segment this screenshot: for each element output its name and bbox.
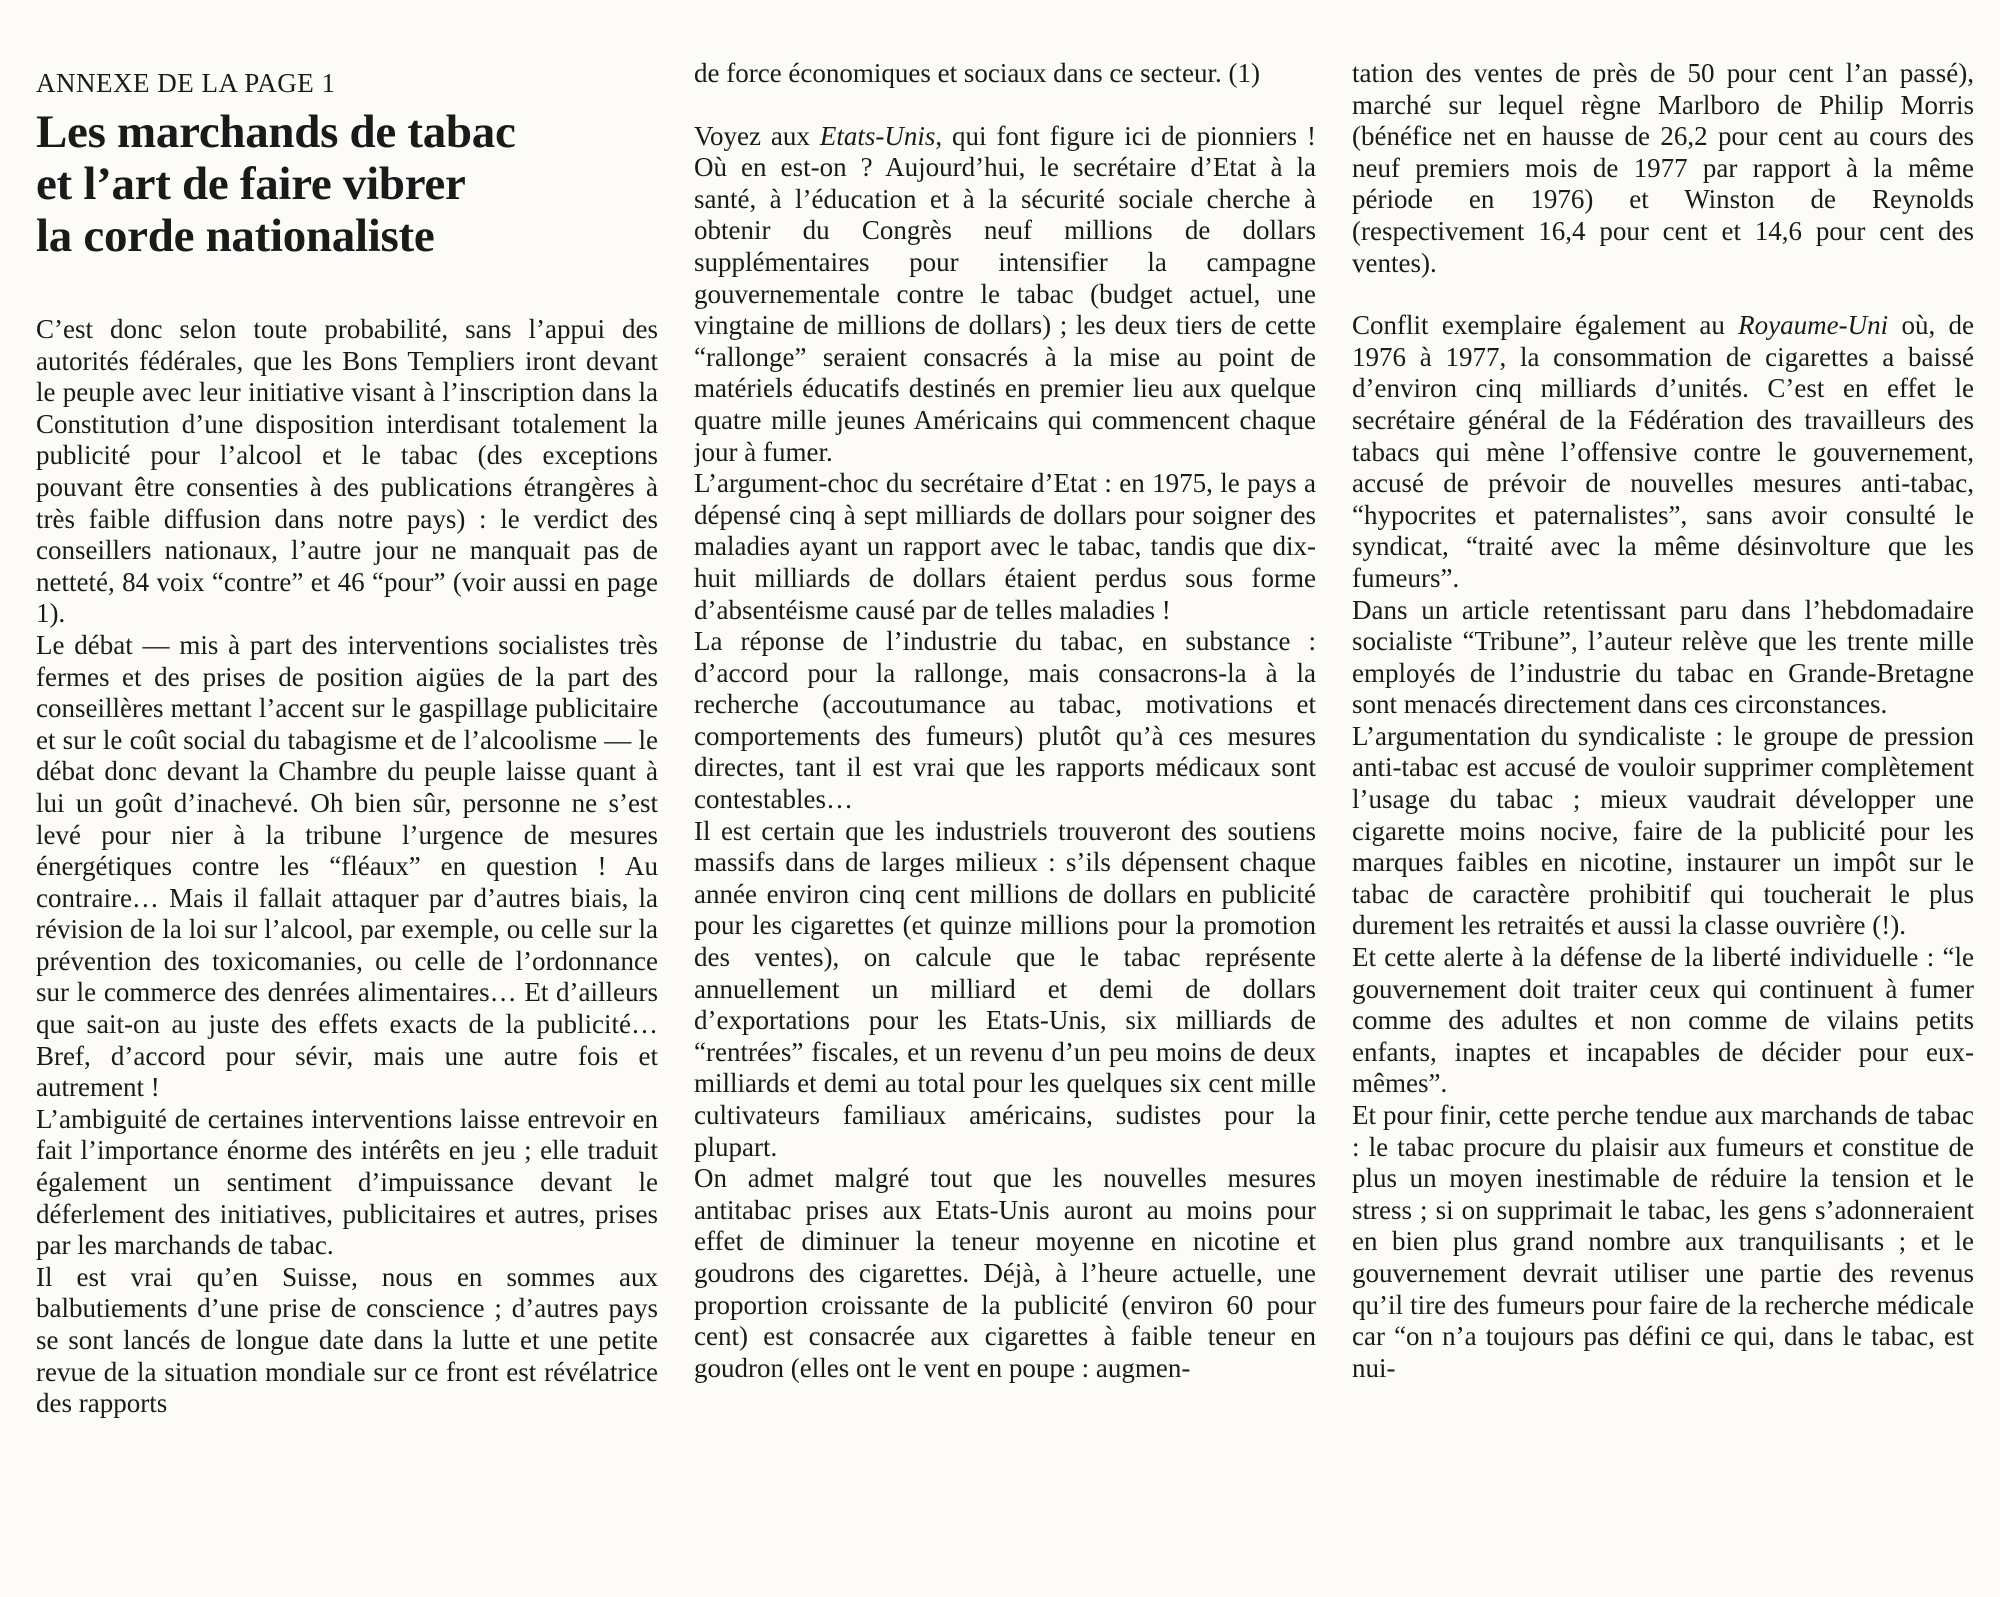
paragraph: L’argumentation du syndicaliste : le groupe de pression anti-tabac est accusé de vouloir supprimer complètement l’usage du tabac ; mieux vaudrait développer une cigarette moins nocive, faire de la publicité pour les marques faibles en nicotine, instaurer un impôt sur le tabac de caractère prohibitif qui toucherait le plus durement les retraités et aussi la classe ouvrière (!). <box>1352 720 1974 941</box>
column-3 <box>1352 58 1974 1597</box>
paragraph: C’est donc selon toute probabilité, sans l’appui des autorités fédérales, que les Bons Templiers iront devant le peuple avec leur initiative visant à l’inscription dans la Constitution d’une disposition interdisant totalement la publicité pour l’alcool et le tabac (des exceptions pouvant être consenties à des publications étrangères à très faible diffusion dans notre pays) : le verdict des conseillers nationaux, l’autre jour ne manquait pas de netteté, 84 voix “contre” et 46 “pour” (voir aussi en page 1). <box>36 314 658 629</box>
column-1 <box>36 58 658 1597</box>
paragraph <box>694 121 1316 469</box>
headline-line: Les marchands de tabac <box>36 106 516 158</box>
headline-line: la corde nationaliste <box>36 210 435 262</box>
kicker: ANNEXE DE LA PAGE 1 <box>36 68 336 98</box>
paragraph: tation des ventes de près de 50 pour cent l’an passé), marché sur lequel règne Marlboro de Philip Morris (bénéfice net en hausse de 26,2 pour cent au cours des neuf premiers mois de 1977 par rapport à la même période en 1976) et Winston de Reynolds (respectivement 16,4 pour cent et 14,6 pour cent des ventes). <box>1352 58 1974 278</box>
headline-line: et l’art de faire vibrer <box>36 158 466 210</box>
place-name: Royaume-Uni <box>1738 310 1889 341</box>
text-run: , qui font figure ici de pionniers ! Où en est-on ? Aujourd’hui, le secrétaire d’Etat à la santé, à l’éducation et à la sécurité sociale cherche à obtenir du Congrès neuf millions de dollars supplémentaires pour intensifier la campagne gouvernementale contre le tabac (budget actuel, une vingtaine de millions de dollars) ; les deux tiers de cette “rallonge” seraient consacrés à la mise au point de matériels éducatifs destinés en premier lieu aux quelque quatre mille jeunes Américains qui commencent chaque jour à fumer. <box>694 120 1316 467</box>
paragraph: L’ambiguité de certaines interventions laisse entrevoir en fait l’importance énorme des intérêts en jeu ; elle traduit également un sentiment d’impuissance devant le déferlement des initiatives, publicitaires et autres, prises par les marchands de tabac. <box>36 1103 658 1261</box>
place-name: Etats-Unis <box>819 120 936 151</box>
paragraph: Et pour finir, cette perche tendue aux marchands de tabac : le tabac procure du plaisir aux fumeurs et constitue de plus un moyen inestimable de réduire la tension et le stress ; si on supprimait le tabac, les gens s’adonneraient en bien plus grand nombre aux tranquilisants ; et le gouvernement devrait utiliser une partie des revenus qu’il tire des fumeurs pour faire de la recherche médicale car “on n’a toujours pas défini ce qui, dans le tabac, est nui- <box>1352 1100 1974 1383</box>
paragraph: Il est vrai qu’en Suisse, nous en sommes aux balbutiements d’une prise de conscience ; d’autres pays se sont lancés de longue date dans la lutte et une petite revue de la situation mondiale sur ce front est révélatrice des rapports <box>36 1261 658 1419</box>
paragraph: L’argument-choc du secrétaire d’Etat : en 1975, le pays a dépensé cinq à sept milliards de dollars pour soigner des maladies ayant un rapport avec le tabac, tandis que dix-huit milliards de dollars étaient perdus sous forme d’absentéisme causé par de telles maladies ! <box>694 468 1316 625</box>
text-run: Voyez aux <box>694 120 820 151</box>
paragraph: La réponse de l’industrie du tabac, en substance : d’accord pour la rallonge, mais consacrons-la à la recherche (accoutumance au tabac, motivations et comportements des fumeurs) plutôt qu’à ces mesures directes, tant il est vrai que les rapports médicaux sont contestables… <box>694 626 1316 815</box>
paragraph: Dans un article retentissant paru dans l’hebdomadaire socialiste “Tribune”, l’auteur relève que les trente mille employés de l’industrie du tabac en Grande-Bretagne sont menacés directement dans ces circonstances. <box>1352 594 1974 720</box>
paragraph: Il est certain que les industriels trouveront des soutiens massifs dans de larges milieux : s’ils dépensent chaque année environ cinq cent millions de dollars en publicité pour les cigarettes (et quinze millions pour la promotion des ventes), on calcule que le tabac représente annuellement un milliard et demi de dollars d’exportations pour les Etats-Unis, six milliards de “rentrées” fiscales, et un revenu d’un peu moins de deux milliards et demi au total pour les quelques six cent mille cultivateurs familiaux américains, sudistes pour la plupart. <box>694 815 1316 1162</box>
paragraph: Et cette alerte à la défense de la liberté individuelle : “le gouvernement doit traiter ceux qui continuent à fumer comme des adultes et non comme de vilains petits enfants, inaptes et incapables de décider pour eux-mêmes”. <box>1352 942 1974 1099</box>
column-2 <box>694 58 1316 1597</box>
paragraph: Le débat — mis à part des interventions socialistes très fermes et des prises de position aigües de la part des conseillères mettant l’accent sur le gaspillage publicitaire et sur le coût social du tabagisme et de l’alcoolisme — le débat donc devant la Chambre du peuple laisse quant à lui un goût d’inachevé. Oh bien sûr, personne ne s’est levé pour nier à la tribune l’urgence de mesures énergétiques contre les “fléaux” en question ! Au contraire… Mais il fallait attaquer par d’autres biais, la révision de la loi sur l’alcool, par exemple, ou celle sur la prévention des toxicomanies, ou celle de l’ordonnance sur le commerce des denrées alimentaires… Et d’ailleurs que sait-on au juste des effets exacts de la publicité… Bref, d’accord pour sévir, mais une autre fois et autrement ! <box>36 629 658 1103</box>
paragraph: On admet malgré tout que les nouvelles mesures antitabac prises aux Etats-Unis auront au moins pour effet de diminuer la teneur moyenne en nicotine et goudrons des cigarettes. Déjà, à l’heure actuelle, une proportion croissante de la publicité (environ 60 pour cent) est consacrée aux cigarettes à faible teneur en goudron (elles ont le vent en poupe : augmen- <box>694 1163 1316 1383</box>
headline <box>36 106 658 262</box>
text-run: où, de 1976 à 1977, la consommation de cigarettes a baissé d’environ cinq milliards d’unités. C’est en effet le secrétaire général de la Fédération des travailleurs des tabacs qui mène l’offensive contre le gouvernement, accusé de prévoir de nouvelles mesures anti-tabac, “hypocrites et paternalistes”, sans avoir consulté le syndicat, “traité avec la même désinvolture que les fumeurs”. <box>1352 310 1974 593</box>
text-run: Conflit exemplaire également au <box>1352 310 1739 341</box>
paragraph <box>1352 310 1974 594</box>
paragraph: de force économiques et sociaux dans ce secteur. (1) <box>694 58 1261 88</box>
